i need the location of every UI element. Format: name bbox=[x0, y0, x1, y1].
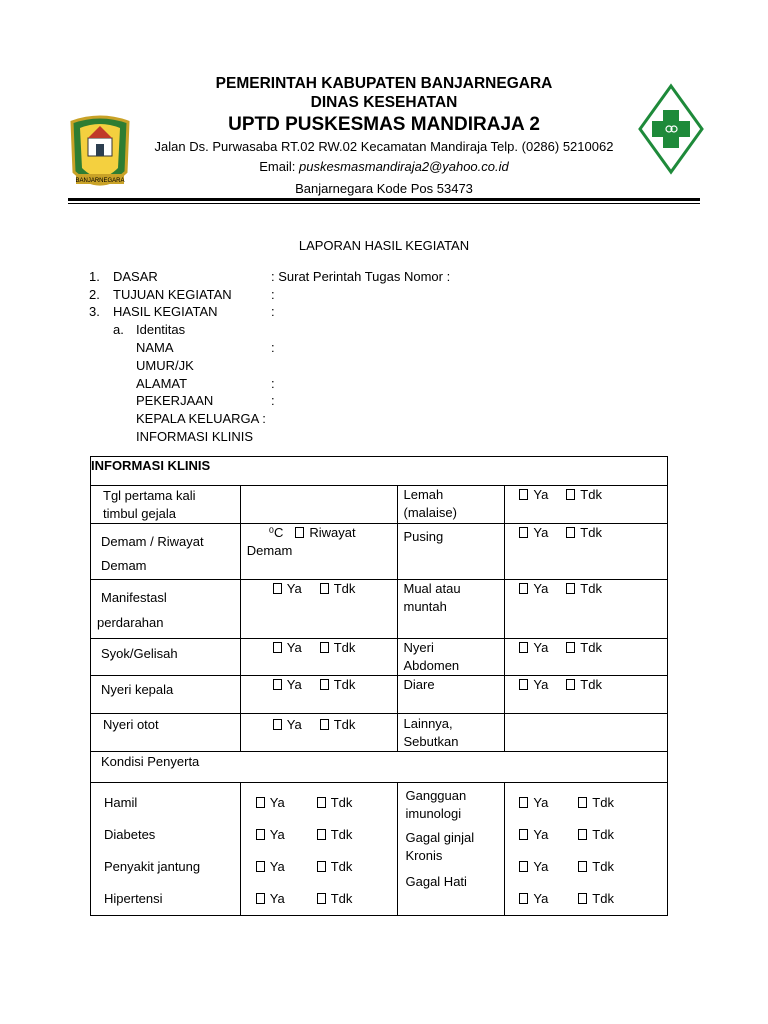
checkbox-icon bbox=[566, 583, 575, 594]
table-row bbox=[91, 676, 668, 714]
tdk-option[interactable]: Tdk bbox=[317, 859, 353, 874]
celsius-label: ⁰C bbox=[268, 525, 284, 540]
header-rule-thick bbox=[68, 198, 700, 201]
header-organization: UPTD PUSKESMAS MANDIRAJA 2 bbox=[228, 114, 540, 135]
demam-label: Demam bbox=[246, 543, 293, 558]
condition-label: Kronis bbox=[405, 848, 443, 863]
tdk-option[interactable]: Tdk bbox=[320, 640, 356, 655]
checkbox-icon bbox=[320, 679, 329, 690]
checkbox-icon bbox=[256, 797, 265, 808]
checkbox-icon bbox=[578, 893, 587, 904]
tdk-option[interactable]: Tdk bbox=[320, 677, 356, 692]
ya-option[interactable]: Ya bbox=[273, 581, 302, 596]
checkbox-icon bbox=[519, 489, 528, 500]
ya-option[interactable]: Ya bbox=[256, 859, 285, 874]
header-rule-thin bbox=[68, 203, 700, 204]
checkbox-icon bbox=[566, 527, 575, 538]
district-logo bbox=[66, 112, 134, 196]
checkbox-icon bbox=[566, 679, 575, 690]
checkbox-icon bbox=[320, 719, 329, 730]
colon-hasil: : bbox=[271, 304, 275, 319]
ya-option[interactable]: Ya bbox=[256, 795, 285, 810]
row-label: Syok/Gelisah bbox=[91, 639, 241, 676]
checkbox-icon bbox=[566, 489, 575, 500]
ya-option[interactable]: Ya bbox=[519, 859, 548, 874]
label-nama: NAMA bbox=[136, 340, 174, 355]
label-pekerjaan: PEKERJAAN bbox=[136, 393, 214, 408]
tdk-option[interactable]: Tdk bbox=[566, 677, 602, 692]
checkbox-icon bbox=[519, 679, 528, 690]
row-label: Demam bbox=[101, 558, 147, 573]
colon-tujuan: : bbox=[271, 287, 275, 302]
table-row bbox=[91, 580, 668, 639]
label-hasil: HASIL KEGIATAN bbox=[113, 304, 218, 319]
list-num-3: 3. bbox=[89, 304, 100, 319]
row-label: muntah bbox=[403, 599, 447, 614]
condition-label: Hipertensi bbox=[104, 891, 163, 906]
row-label: Manifestasl bbox=[101, 590, 167, 605]
table-row bbox=[91, 752, 668, 783]
kondisi-penyerta-heading: Kondisi Penyerta bbox=[91, 752, 668, 783]
ya-option[interactable]: Ya bbox=[519, 487, 548, 502]
ya-option[interactable]: Ya bbox=[273, 640, 302, 655]
checkbox-icon bbox=[519, 527, 528, 538]
checkbox-icon bbox=[256, 861, 265, 872]
checkbox-icon bbox=[317, 797, 326, 808]
header-address: Jalan Ds. Purwasaba RT.02 RW.02 Kecamatan Mandiraja Telp. (0286) 5210062 bbox=[154, 139, 614, 154]
row-label: Nyeri bbox=[403, 640, 434, 655]
condition-label: Hamil bbox=[104, 795, 138, 810]
ya-option[interactable]: Ya bbox=[519, 525, 548, 540]
table-row bbox=[91, 457, 668, 486]
yes-no-group bbox=[505, 486, 668, 524]
checkbox-icon bbox=[273, 719, 282, 730]
label-alamat: ALAMAT bbox=[136, 376, 188, 391]
checkbox-icon bbox=[519, 797, 528, 808]
checkbox-icon bbox=[317, 893, 326, 904]
row-label: Abdomen bbox=[403, 658, 460, 673]
checkbox-icon bbox=[273, 642, 282, 653]
tdk-option[interactable]: Tdk bbox=[320, 581, 356, 596]
condition-label: imunologi bbox=[405, 806, 462, 821]
svg-text:BANJARNEGARA: BANJARNEGARA bbox=[75, 178, 125, 184]
condition-label: Penyakit jantung bbox=[104, 859, 201, 874]
header-department: DINAS KESEHATAN bbox=[310, 94, 458, 111]
header-postal: Banjarnegara Kode Pos 53473 bbox=[295, 181, 473, 196]
colon-alamat: : bbox=[271, 376, 275, 391]
puskesmas-logo bbox=[636, 82, 706, 176]
checkbox-icon bbox=[519, 829, 528, 840]
list-num-2: 2. bbox=[89, 287, 100, 302]
row-label: Demam / Riwayat bbox=[101, 534, 204, 549]
ya-option[interactable]: Ya bbox=[273, 717, 302, 732]
colon-pekerjaan: : bbox=[271, 393, 275, 408]
ya-option[interactable]: Ya bbox=[519, 795, 548, 810]
checkbox-icon bbox=[273, 583, 282, 594]
row-label: (malaise) bbox=[403, 505, 457, 520]
label-umur: UMUR/JK bbox=[136, 358, 194, 373]
checkbox-icon bbox=[519, 642, 528, 653]
date-field[interactable] bbox=[240, 486, 397, 524]
row-label: Sebutkan bbox=[403, 734, 459, 749]
checkbox-icon bbox=[578, 797, 587, 808]
ya-option[interactable]: Ya bbox=[273, 677, 302, 692]
header-government: PEMERINTAH KABUPATEN BANJARNEGARA bbox=[215, 75, 553, 92]
value-dasar: : Surat Perintah Tugas Nomor : bbox=[271, 269, 451, 284]
colon-nama: : bbox=[271, 340, 275, 355]
tdk-option[interactable]: Tdk bbox=[317, 795, 353, 810]
header-email: Email: puskesmasmandiraja2@yahoo.co.id bbox=[259, 159, 509, 174]
table-heading: INFORMASI KLINIS bbox=[91, 457, 668, 486]
ya-option[interactable]: Ya bbox=[256, 827, 285, 842]
checkbox-icon bbox=[295, 527, 304, 538]
table-row bbox=[91, 524, 668, 580]
tdk-option[interactable]: Tdk bbox=[320, 717, 356, 732]
list-num-1: 1. bbox=[89, 269, 100, 284]
tdk-option[interactable]: Tdk bbox=[578, 859, 614, 874]
table-row bbox=[91, 486, 668, 524]
checkbox-icon bbox=[578, 829, 587, 840]
table-row bbox=[91, 783, 668, 916]
checkbox-icon bbox=[256, 829, 265, 840]
label-informasi-klinis: INFORMASI KLINIS bbox=[136, 429, 254, 444]
table-row bbox=[91, 714, 668, 752]
tdk-option[interactable]: Tdk bbox=[317, 827, 353, 842]
clinical-info-table bbox=[90, 456, 668, 916]
tdk-option[interactable]: Tdk bbox=[566, 525, 602, 540]
label-dasar: DASAR bbox=[113, 269, 158, 284]
tdk-option[interactable]: Tdk bbox=[578, 795, 614, 810]
checkbox-icon bbox=[273, 679, 282, 690]
ya-option[interactable]: Ya bbox=[519, 581, 548, 596]
condition-label: Gagal ginjal bbox=[405, 830, 475, 845]
checkbox-icon bbox=[578, 861, 587, 872]
checkbox-icon bbox=[519, 583, 528, 594]
other-specify-field[interactable] bbox=[505, 714, 668, 752]
checkbox-icon bbox=[519, 893, 528, 904]
row-label: Diare bbox=[397, 676, 505, 714]
row-label: Lainnya, bbox=[403, 716, 453, 731]
row-label: Pusing bbox=[397, 524, 505, 580]
ya-option[interactable]: Ya bbox=[519, 677, 548, 692]
checkbox-icon bbox=[256, 893, 265, 904]
sub-letter-a: a. bbox=[113, 322, 124, 337]
row-label: timbul gejala bbox=[103, 506, 176, 521]
row-label: Tgl pertama kali bbox=[103, 488, 196, 503]
ya-option[interactable]: Ya bbox=[519, 640, 548, 655]
checkbox-icon bbox=[320, 583, 329, 594]
condition-label: Gagal Hati bbox=[405, 874, 467, 889]
checkbox-icon bbox=[566, 642, 575, 653]
condition-label: Gangguan bbox=[405, 788, 467, 803]
row-label: Nyeri kepala bbox=[91, 676, 241, 714]
tdk-option[interactable]: Tdk bbox=[566, 581, 602, 596]
tdk-option[interactable]: Tdk bbox=[578, 827, 614, 842]
checkbox-icon bbox=[317, 861, 326, 872]
table-row bbox=[91, 639, 668, 676]
ya-option[interactable]: Ya bbox=[519, 827, 548, 842]
row-label: Lemah bbox=[403, 487, 444, 502]
checkbox-icon bbox=[519, 861, 528, 872]
label-tujuan: TUJUAN KEGIATAN bbox=[113, 287, 232, 302]
tdk-option[interactable]: Tdk bbox=[566, 487, 602, 502]
ya-option[interactable]: Ya bbox=[519, 891, 548, 906]
document-title: LAPORAN HASIL KEGIATAN bbox=[298, 238, 470, 253]
riwayat-option[interactable]: Riwayat bbox=[295, 525, 355, 540]
tdk-option[interactable]: Tdk bbox=[566, 640, 602, 655]
row-label: Mual atau bbox=[403, 581, 461, 596]
ya-option[interactable]: Ya bbox=[256, 891, 285, 906]
label-identitas: Identitas bbox=[136, 322, 186, 337]
condition-label: Diabetes bbox=[104, 827, 156, 842]
row-label: Nyeri otot bbox=[91, 714, 241, 752]
row-label: perdarahan bbox=[97, 615, 164, 630]
checkbox-icon bbox=[320, 642, 329, 653]
tdk-option[interactable]: Tdk bbox=[578, 891, 614, 906]
tdk-option[interactable]: Tdk bbox=[317, 891, 353, 906]
label-kepala-keluarga: KEPALA KELUARGA : bbox=[136, 411, 266, 426]
checkbox-icon bbox=[317, 829, 326, 840]
